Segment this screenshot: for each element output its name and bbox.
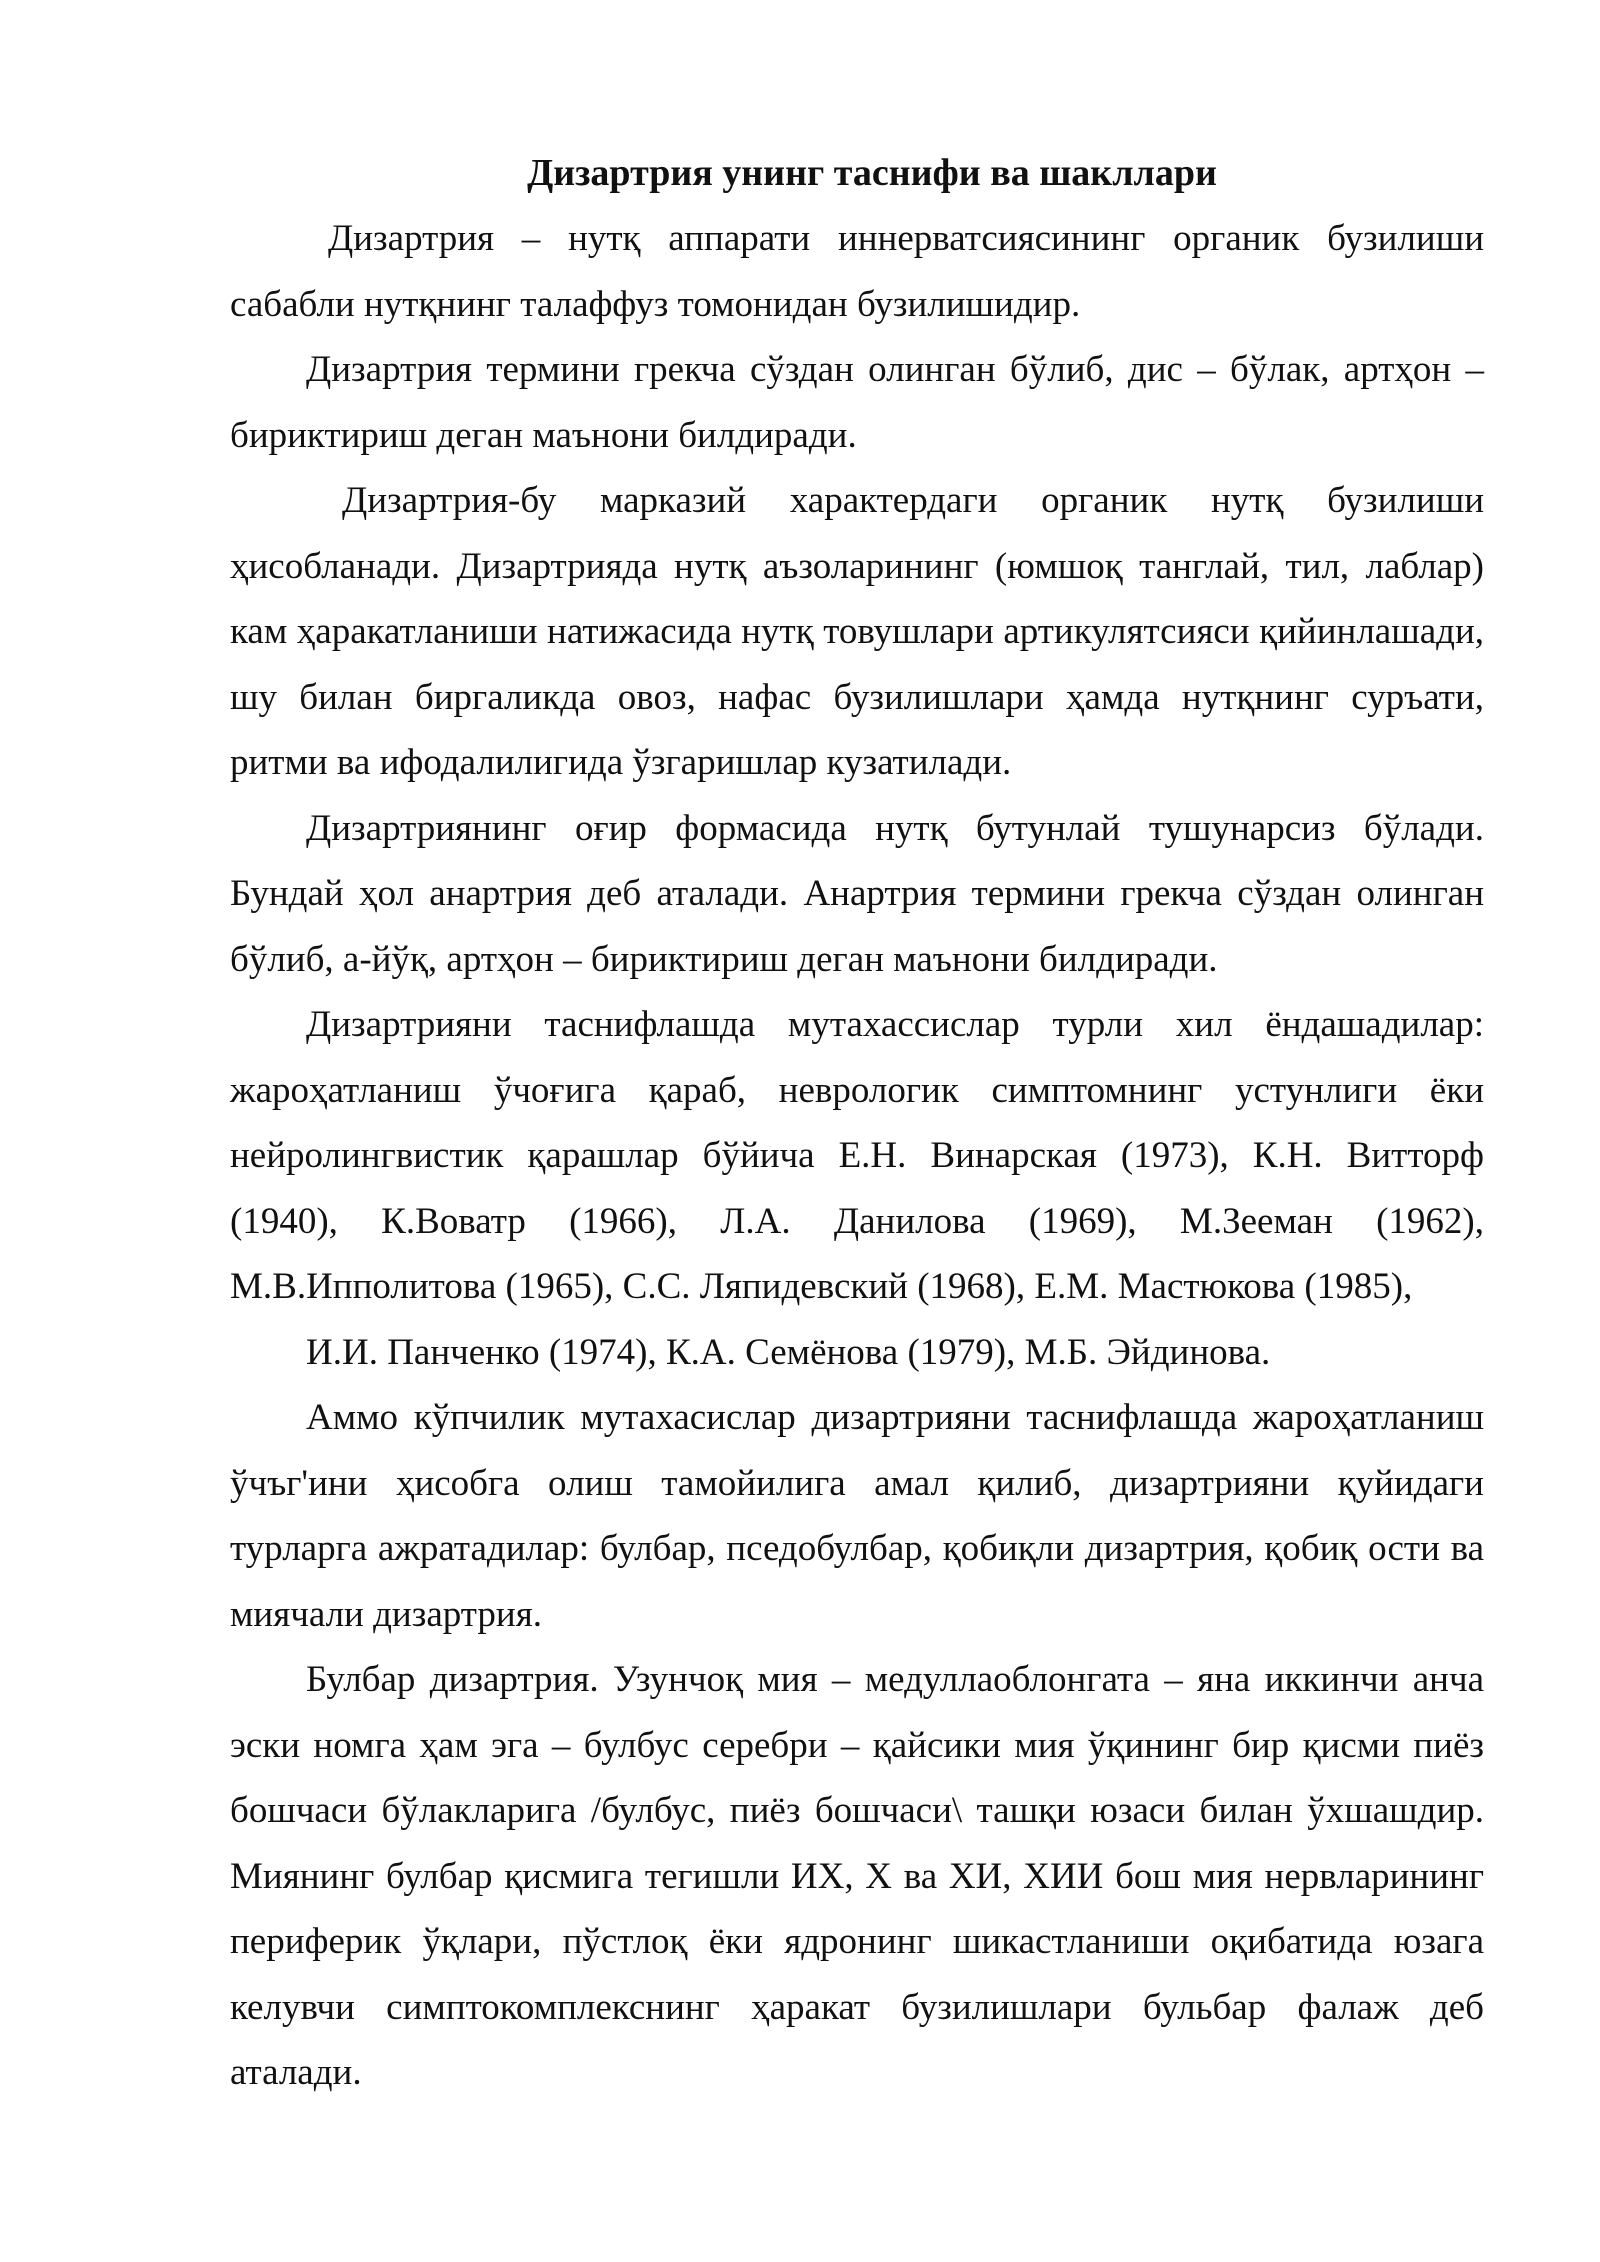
paragraph-types: Аммо кўпчилик мутахасислар дизартрияни таснифлашда жароҳатланиш ўчъг'ини ҳисобга олиш тамойилига амал қилиб, дизартрияни қуйидаги турларга ажратадилар: булбар, пседобулбар, қобиқли дизартрия, қобиқ ости ва миячали дизартрия. — [230, 1397, 1484, 1635]
document-page — [230, 140, 1484, 2106]
paragraph-definition: Дизартрия – нутқ аппарати иннерватсиясининг органик бузилиши сабабли нутқнинг талаффуз томонидан бузилишидир. — [230, 218, 1484, 325]
paragraph-classification: Дизартрияни таснифлашда мутахассислар турли хил ёндашадилар: жароҳатланиш ўчоғига қараб, неврологик симптомнинг устунлиги ёки нейролингвистик қарашлар бўйича Е.Н. Винарская (1973), К.Н. Витторф (1940), К.Воватр (1966), Л.А. Данилова (1969), М.Зееман (1962), М.В.Ипполитова (1965), С.С. Ляпидевский (1968), Е.М. Мастюкова (1985), — [230, 1004, 1484, 1307]
paragraph-anarthria: Дизартриянинг оғир формасида нутқ бутунлай тушунарсиз бўлади. Бундай ҳол анартрия деб аталади. Анартрия термини грекча сўздан олинган бўлиб, а-йўқ, артҳон – бириктириш деган маънони билдиради. — [230, 807, 1484, 980]
paragraph-authors-continued: И.И. Панченко (1974), К.А. Семёнова (1979), М.Б. Эйдинова. — [306, 1331, 1271, 1373]
paragraph-bulbar: Булбар дизартрия. Узунчоқ мия – медуллаоблонгата – яна иккинчи анча эски номга ҳам эга – булбус серебри – қайсики мия ўқининг бир қисми пиёз бошчаси бўлакларига /булбус, пиёз бошчаси\ ташқи юзаси билан ўхшашдир. Миянинг булбар қисмига тегишли ИХ, Х ва ХИ, ХИИ бош мия нервларининг периферик ўқлари, пўстлоқ ёки ядронинг шикастланиши оқибатида юзага келувчи симптокомплекснинг ҳаракат бузилишлари бульбар фалаж деб аталади. — [230, 1659, 1484, 2093]
document-title: Дизартрия унинг таснифи ва шакллари — [527, 152, 1217, 194]
paragraph-etymology: Дизартрия термини грекча сўздан олинган бўлиб, дис – бўлак, артҳон – бириктириш деган маънони билдиради. — [230, 349, 1484, 456]
paragraph-description: Дизартрия-бу марказий характердаги органик нутқ бузилиши ҳисобланади. Дизартрияда нутқ аъзоларининг (юмшоқ танглай, тил, лаблар) кам ҳаракатланиши натижасида нутқ товушлари артикулятсияси қийинлашади, шу билан биргаликда овоз, нафас бузилишлари ҳамда нутқнинг суръати, ритми ва ифодалилигида ўзгаришлар кузатилади. — [230, 480, 1484, 783]
